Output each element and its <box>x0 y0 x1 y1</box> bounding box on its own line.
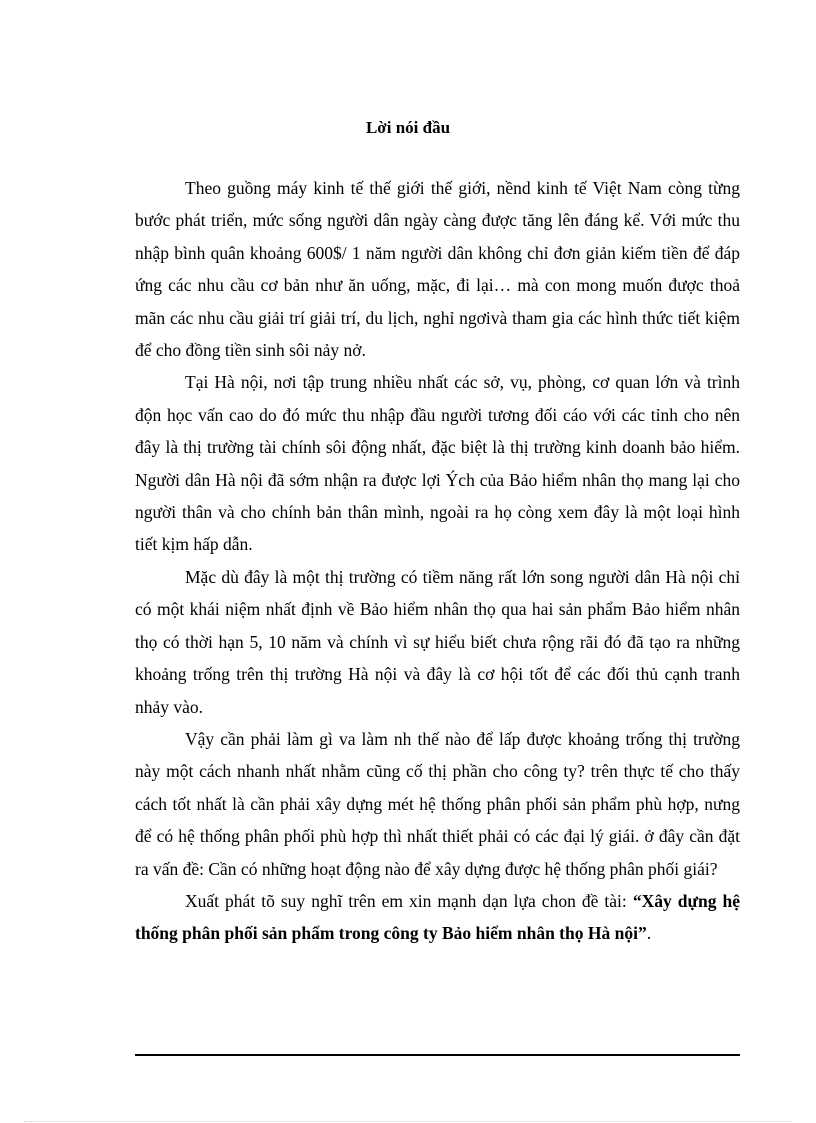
document-body <box>135 172 740 950</box>
paragraph-2: Tại Hà nội, nơi tập trung nhiều nhất các sở, vụ, phòng, cơ quan lớn và trình độn học vấn cao do đó mức thu nhập đầu người tương đối cáo với các tỉnh cho nên đây là thị trường tài chính sôi động nhất, đặc biệt là thị trường kinh doanh bảo hiểm. Người dân Hà nội đã sớm nhận ra được lợi Ých của Bảo hiểm nhân thọ mang lại cho người thân và cho chính bản thân mình, ngoài ra họ còng xem đây là một loại hình tiết kịm hấp dẫn. <box>135 372 740 555</box>
footer-divider <box>135 1054 740 1056</box>
thesis-topic: “Xây dựng hệ thống phân phối sản phẩm trong công ty Bảo hiểm nhân thọ Hà nội” <box>135 890 740 944</box>
paragraph-5-lead: Xuất phát tõ suy nghĩ trên em xin mạnh dạn lựa chon đề tài: <box>185 890 633 911</box>
paragraph-5-tail: . <box>646 923 652 944</box>
paragraph-4: Vậy cần phải làm gì va làm nh thế nào để lấp được khoảng trống thị trường này một cách nhanh nhất nhằm cũng cố thị phần cho công ty? trên thực tế cho thấy cách tốt nhất là cần phải xây dựng mét hệ thống phân phối sản phẩm phù hợp, nưng để có hệ thống phân phối phù hợp thì nhất thiết phải có các đại lý giái. ở đây cần đặt ra vấn đề: Cần có những hoạt động nào để xây dựng được hệ thống phân phối giái? <box>135 728 740 879</box>
paragraph-5 <box>135 885 740 950</box>
paragraph-3: Mặc dù đây là một thị trường có tiềm năng rất lớn song người dân Hà nội chỉ có một khái niệm nhất định về Bảo hiểm nhân thọ qua hai sản phẩm Bảo hiểm nhân thọ có thời hạn 5, 10 năm và chính vì sự hiểu biết chưa rộng rãi đó đã tạo ra những khoảng trống trên thị trường Hà nội và đây là cơ hội tốt để các đối thủ cạnh tranh nhảy vào. <box>135 566 740 717</box>
page-bottom-border <box>24 1121 792 1122</box>
document-title: Lời nói đầu <box>365 118 451 137</box>
paragraph-1: Theo guồng máy kinh tế thế giới thế giới, nềnd kinh tế Việt Nam còng từng bước phát triển, mức sống người dân ngày càng được tăng lên đáng kể. Với mức thu nhập bình quân khoảng 600$/ 1 năm người dân không chỉ đơn giản kiếm tiền để đáp ứng các nhu cầu cơ bản như ăn uống, mặc, đi lại… mà con mong muốn được thoả mãn các nhu cầu giải trí giải trí, du lịch, nghỉ ngơivà tham gia các hình thức tiết kiệm để cho đồng tiền sinh sôi nảy nở. <box>135 178 740 361</box>
